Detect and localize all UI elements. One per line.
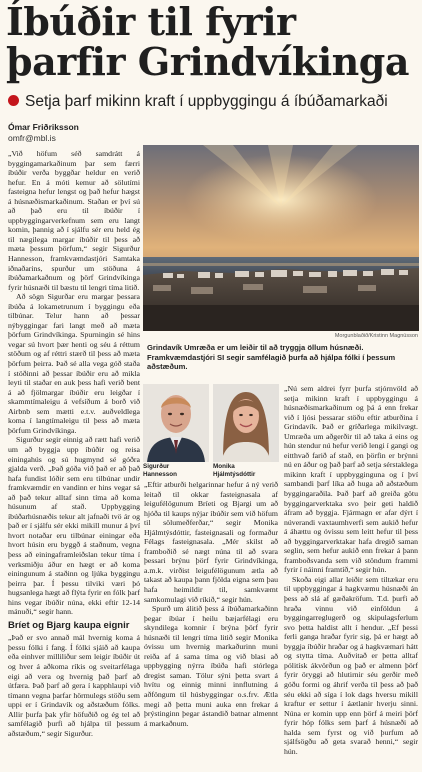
portrait-surname: Hjálmtýsdóttir [213, 470, 256, 478]
portrait-first-name: Sigurður [143, 463, 170, 470]
deck-line [8, 93, 418, 111]
caption-text: Umræða er um leiðir til að tryggja öllum húsnæði. Framkvæmdastjóri SI segir samfélagið þurfa að hjálpa fólki í þessum aðstæðum. [147, 343, 396, 371]
portrait-first-name: Monika [213, 463, 235, 470]
paragraph: Að sögn Sigurðar eru margar þessara íbúða á lokametrunum í byggingu eða tilbúnar. Telur hann að þessar nýbyggingar fari langt með að mæta þörfum Grindvíkinga. Spurningin sé hins vegar sú hvort þær henti og séu á réttum stöðum og af réttri stærð til þess að mæta þörfum þeirra. Það sé alla vega góð staða í stöðinni að þessar íbúðir eru að mikla leyti til staðar en auk þess hafi verið bent á að fjölmargar íbúðir eru leigðar í skammtímaleigu á vefsíðum á borð við Airbnb sem mætti e.t.v. auðveldlega koma í langtímaleigu til þess að mæta þörfum Grindvíkinga. [8, 292, 140, 435]
grindavik-photo [143, 145, 419, 331]
paragraph: „Nú sem aldrei fyrr þurfa stjórnvöld að setja mikinn kraft í uppbyggingu á húsnæðismarkaðinum og þá á enn frekar við í ljósi þessarar stöðu eftir atburðina í Grindavík. Það er gríðarlega mikilvægt. Umræða um aðgerðir til að taka á eins og hún stendur nú hefur verið lengi í gangi og eitthvað farið af stað, en þörfin er brýnni nú en áður og það þarf að setja sérstaklega mikinn kraft í uppbygginguna og í því sambandi þarf líka að huga að aðstæðum byggingaraðila. Það þarf að greiða götu byggingarverktaka svo þeir geti haldið áfram að byggja. Fjármagn er afar dýrt í núverandi vaxtaumhverfi sem aukið hefur á áhættu og óvissu sem leitt hefur til þess að byggingarverktakar hafa dregið saman seglin, sem hefur aukið enn frekar á þann framboðsvanda sem við stöndum frammi fyrir í náinni framtíð,“ segir hún. [284, 384, 418, 575]
portraits [143, 384, 279, 480]
paragraph: Spurð um álitið þess á íbúðamarkaðinn þegar íbúar í heilu bæjarfélagi eru skyndilega komnir í brýna þörf fyrir húsnæði til lengri tíma litið segir Monika óvissu um hvernig markaðurinn muni reiða af á sama tíma og við blasi að uppbygging nýrra íbúða hafi stórlega dregist saman. Tölur sýni þetta svart á hvítu og einnig minni innflutning á aðföngum til húsbyggingar o.s.frv. Ætla megi að þetta muni auka enn frekar á þrýstinginn þegar ástandið batnar almennt á markaðnum. [144, 604, 278, 728]
paragraph: Skoða eigi allar leiðir sem tiltækar eru til uppbyggingar á hagkvæmu húsnæði án þess að slá af gæðakröfum. T.d. þurfi að hraða vinnu við einföldun á byggingarreglugerð og skipulagsferlum svo þetta haldist allt í hendur. „Ef þessi ferli ganga hraðar fyrir sig, þá er hægt að byggja íbúðir hraðar og á hagkvæmari hátt og stytta tíma. Auðvitað er þetta alltaf pólitísk ákvörðun og það er almenn þörf fyrir öryggi að hlutirnir séu gerðir með góðu formi og áhrif verða til þess að það séu ekki að síga í lok dags hversu mikill kraftur er settur í áætlanir hverju sinni. Núna er komin upp enn þörf á meiri þörf fyrir hóp fólks sem þarf á húsnæði að halda sem fyrst og við þurfum að sjálfsögðu að geta svarað henni,“ segir hún. [284, 574, 418, 756]
byline-name: Ómar Friðriksson [8, 122, 79, 132]
column-1 [8, 149, 140, 767]
photo-credit: Morgunblaðið/Kristinn Magnússon [334, 333, 418, 339]
column-3 [284, 384, 418, 770]
byline [8, 122, 79, 144]
subheading: Bríet og Bjarg kaupa eignir [8, 619, 130, 631]
photo-caption [147, 343, 418, 372]
red-bullet-icon [8, 95, 19, 106]
column-2 [144, 480, 278, 770]
portrait-surname: Hannesson [143, 470, 177, 478]
deck-text: Setja þarf mikinn kraft í uppbyggingu á íbúðamarkaði [25, 93, 388, 110]
paragraph: „Það er svo annað mál hvernig koma á þessu fólki í fang. Í fólki sjáið að kaupa eða einhver milliliður sem leigir íbúðir út og hver á aðkoma ríkis og sveitarfélaga eigi að vera og hvernig það þarf að útfæra. Það þarf að gera í kapphlaupi við tímann vegna þarfar hörmulegs stöðu sem uppi er í Grindavík og aðstæðum fólks. Allir þurfa þak yfir höfuðið og ég tel að samfélagið þurfi að hjálpa til þessum aðstæðum,“ segir Sigurður. [8, 633, 140, 738]
portrait-sigurdur [143, 384, 209, 462]
portrait-caption-sigurdur [143, 463, 209, 478]
portrait-monika [213, 384, 279, 462]
caption-lead: Grindavík [147, 343, 183, 352]
byline-email[interactable]: omfr@mbl.is [8, 133, 56, 143]
paragraph: Sigurður segir einnig að rætt hafi verið um að byggja upp íbúðir og reisa einingahús og sú hugmynd sé góðra gjalda verð. „Það góða við það er að það hafa fundist lóðir sem eru tilbúnar undir framkvæmdir en vandinn er hins vegar sá að það tekur alltaf sinn tíma að koma húsunum af stað. Uppbygging íbúðarhúsnæðis tekur alt jafnaði tvö ár og það er í sjálfu sér ekki mikill munur á því hvort notaðar eru tilbúnar einingar eða hvort húsin eru byggð á staðnum, vegna þess að einingaframleiðslan tekur tíma í verksmiðju áður en hægt er að koma einingunum á staðinn og ljúka byggingu þeirra þar. Í þessu tilviki væri þó hugsanlega hægt að flýta fyrir en fólk þarf hins vegar íbúðir núna, ekki eftir 12-14 mánuði,“ segir hann. [8, 435, 140, 617]
paragraph: „Við höfum séð samdrátt á byggingamarkaðinum þar sem færri íbúðir verða byggðar heldur en verið hefur. En á móti kemur að sölutími fasteigna hefur lengst og það hefur hægst á húsnæðismarkaðinum. Staðan er því sú að það eru til íbúðir í uppbyggingarverkefnum sem eru langt komin, þannig að í sjálfu sér eru held ég til nægilega margar íbúðir til þess að mæta þessum þörfum,“ segir Sigurður Hannesson, framkvæmdastjóri Samtaka iðnaðarins, spurður um stöðuna á íbúðamarkaðnum og þörf Grindvíkinga fyrir húsnæði til bæstu til lengri tíma litið. [8, 149, 140, 292]
headline: Íbúðir til fyrir þarfir Grindvíkinga [6, 0, 409, 84]
portrait-caption-monika [213, 463, 279, 478]
paragraph: „Eftir atburði helgarinnar hefur á ný verið leitað til okkar fasteignasala af leigufélögunum Bríeti og Bjargi um að hjóða til kaups nýjar íbúðir sem við höfum til sölumeðferðar,“ segir Monika Hjálmtýsdóttir, fasteignasali og formaður Félags fasteignasala. „Mér skilst að framboðið sé nægt núna til að svara þessari brýnu þörf fyrir Grindvíkinga, a.m.k. virðist leigufélögunum ætla að takast að kaupa þann fjölda eigna sem þau hafa heimildir til, samkvæmt samkomulagi við ríkið,“ segir hún. [144, 480, 278, 604]
